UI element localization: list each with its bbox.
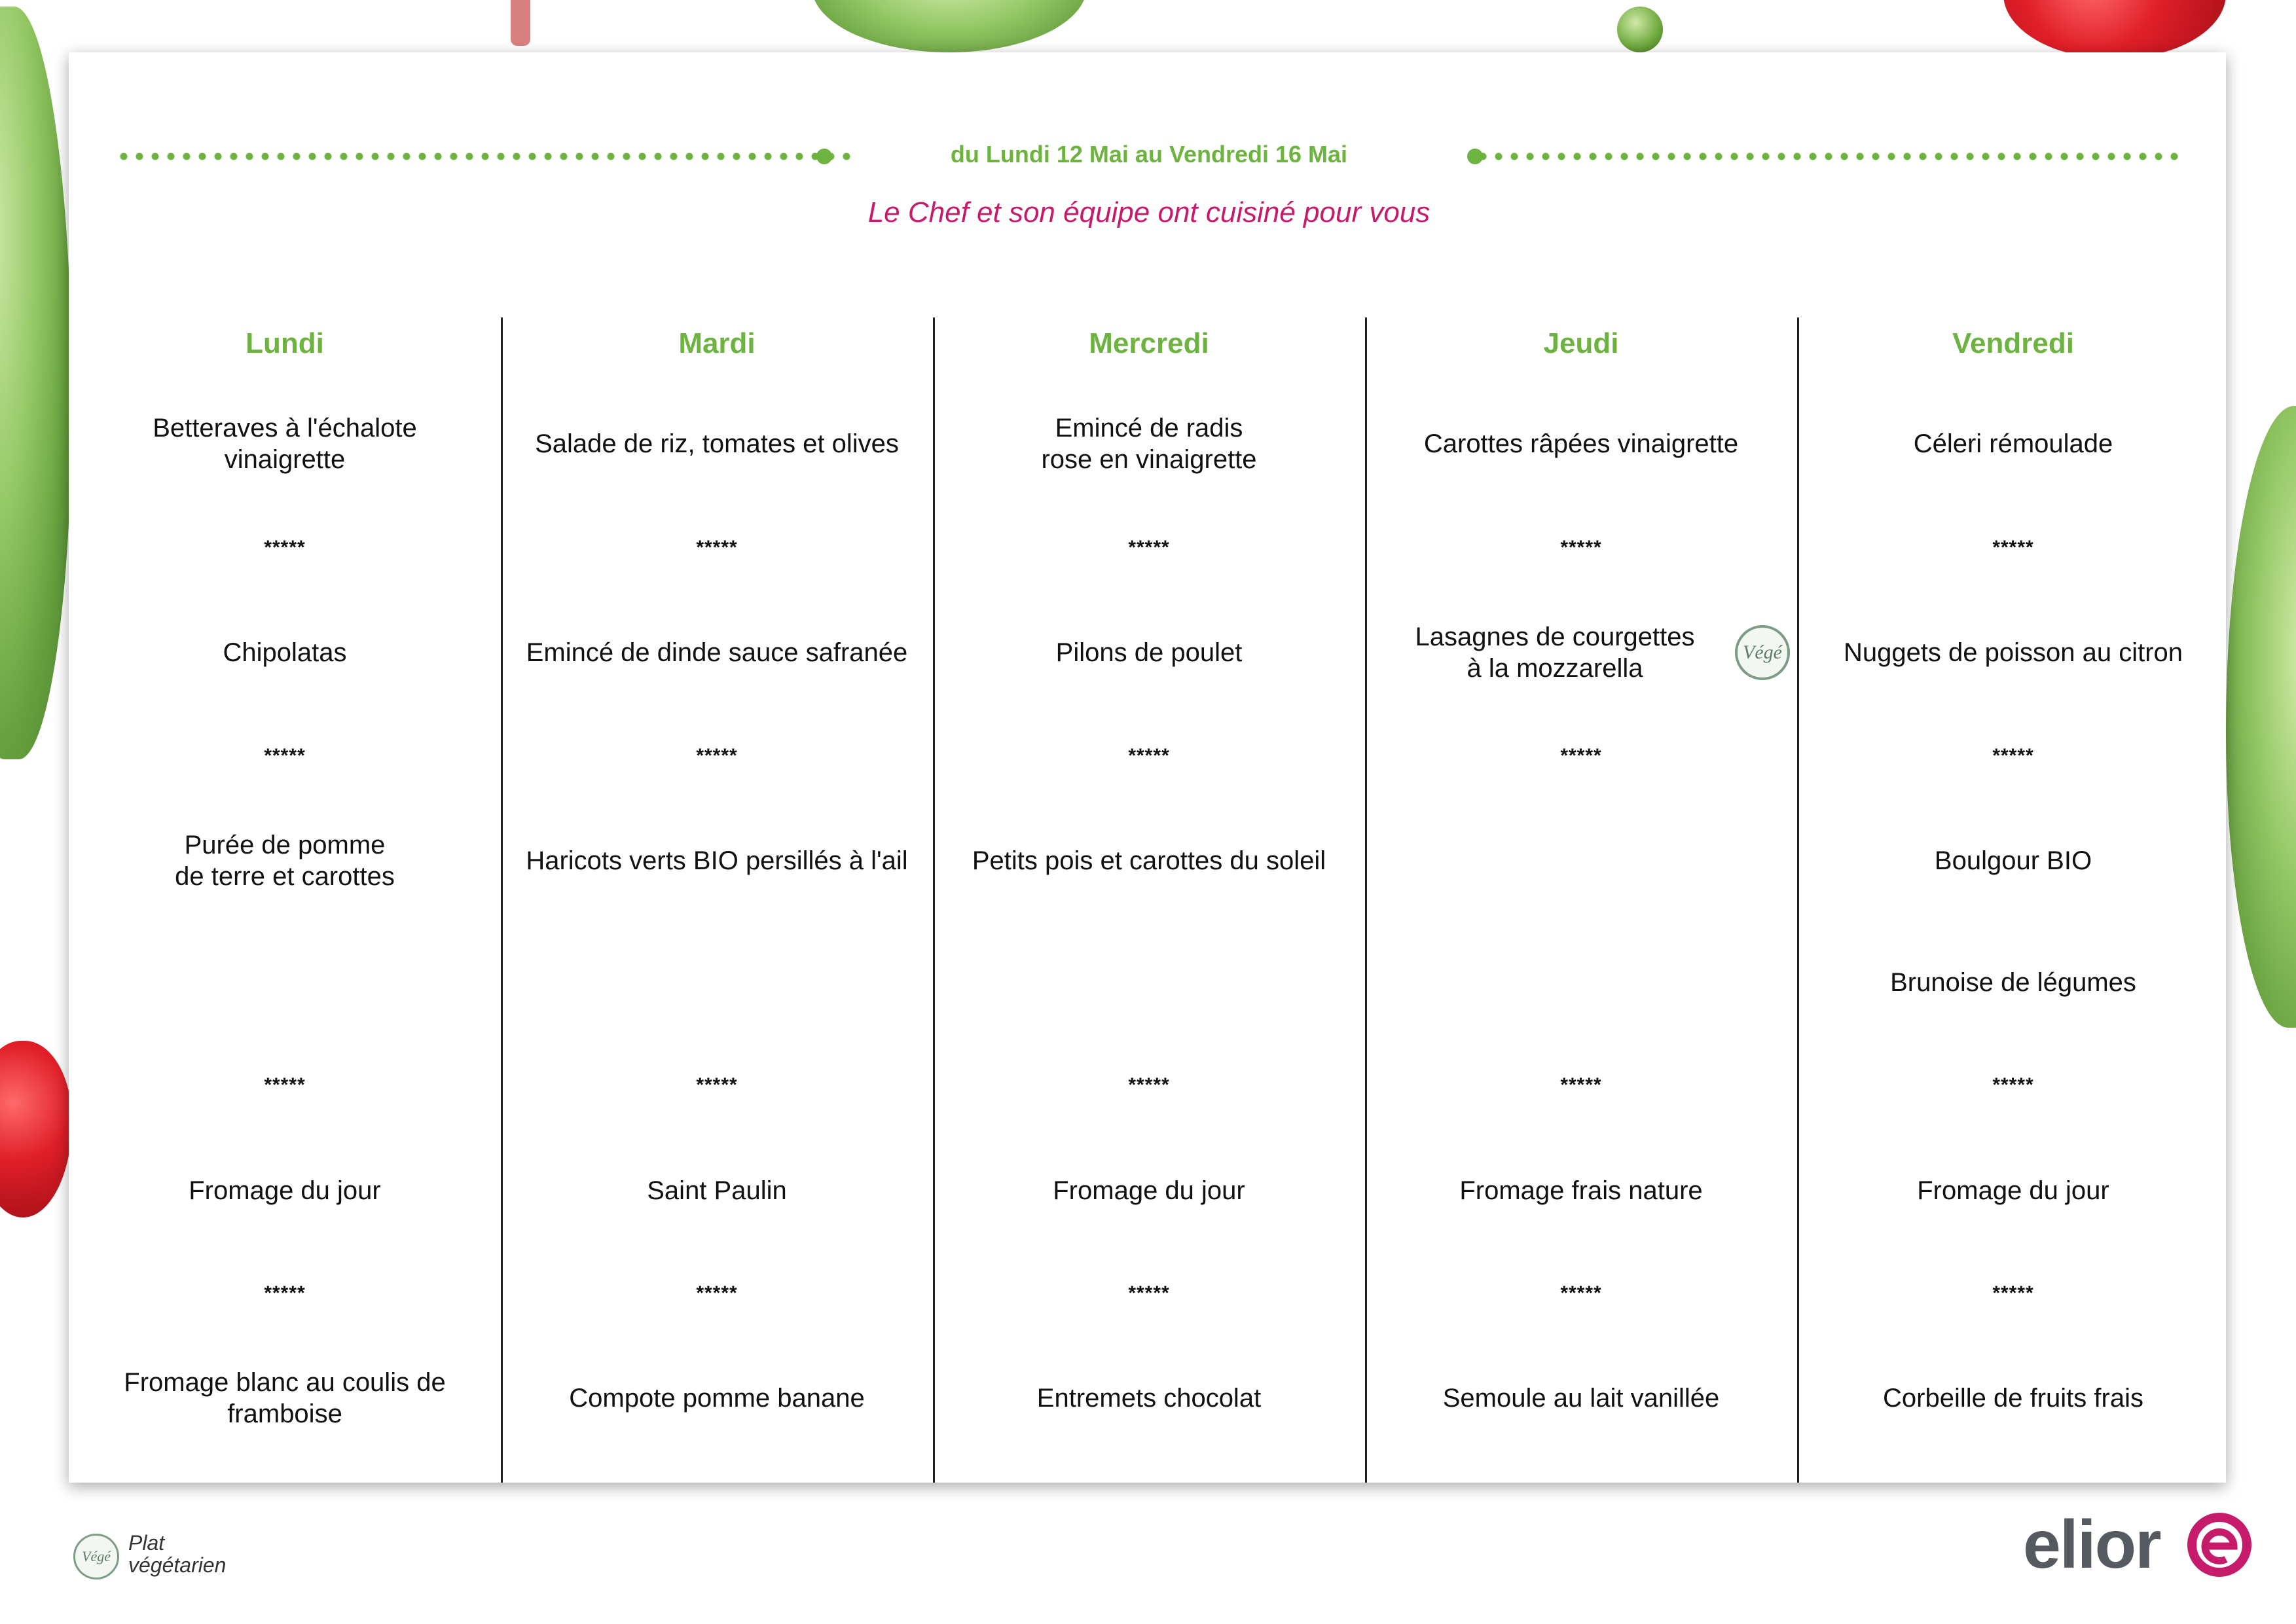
elior-e-icon bbox=[2187, 1512, 2252, 1578]
fromage: Fromage frais nature bbox=[1459, 1176, 1703, 1205]
separator: ***** bbox=[696, 1282, 738, 1304]
separator: ***** bbox=[264, 745, 306, 767]
separator: ***** bbox=[1128, 745, 1170, 767]
lettuce-decoration-right bbox=[2226, 406, 2296, 1028]
separator: ***** bbox=[1560, 537, 1602, 558]
day-column-jeudi bbox=[1365, 268, 1797, 1479]
separator: ***** bbox=[696, 745, 738, 767]
accompagnement bbox=[75, 829, 494, 892]
separator: ***** bbox=[1560, 745, 1602, 767]
fromage: Saint Paulin bbox=[647, 1176, 787, 1205]
day-column-vendredi bbox=[1797, 268, 2229, 1479]
entree-line: Betteraves à l'échalote bbox=[153, 414, 417, 442]
dotted-rule-right bbox=[1475, 151, 2182, 162]
radish-decoration-top bbox=[511, 0, 530, 46]
legend-line: Plat bbox=[128, 1531, 165, 1555]
logo-wordmark: elior bbox=[2023, 1507, 2160, 1583]
plat bbox=[1345, 621, 1764, 684]
plat: Emincé de dinde sauce safranée bbox=[526, 638, 908, 667]
entree-line: Emincé de radis bbox=[1055, 414, 1243, 442]
separator: ***** bbox=[1128, 1074, 1170, 1096]
fromage: Fromage du jour bbox=[189, 1176, 381, 1205]
accompagnement-2: Brunoise de légumes bbox=[1890, 968, 2136, 997]
fromage: Fromage du jour bbox=[1917, 1176, 2109, 1205]
separator: ***** bbox=[1128, 1282, 1170, 1304]
legend-line: végétarien bbox=[128, 1553, 227, 1577]
entree bbox=[939, 412, 1358, 475]
dessert: Semoule au lait vanillée bbox=[1442, 1384, 1720, 1413]
menu-card bbox=[69, 52, 2226, 1483]
vege-badge-icon bbox=[1735, 625, 1790, 680]
day-heading: Mardi bbox=[678, 327, 756, 359]
fromage: Fromage du jour bbox=[1053, 1176, 1245, 1205]
day-heading: Vendredi bbox=[1952, 327, 2074, 359]
accompagnement: Haricots verts BIO persillés à l'ail bbox=[526, 846, 908, 875]
dessert: Entremets chocolat bbox=[1036, 1384, 1262, 1413]
day-heading: Mercredi bbox=[1089, 327, 1209, 359]
separator: ***** bbox=[264, 537, 306, 558]
plat: Nuggets de poisson au citron bbox=[1843, 638, 2183, 667]
vege-legend bbox=[128, 1532, 226, 1576]
day-heading: Lundi bbox=[246, 327, 324, 359]
accompagnement-line: de terre et carottes bbox=[175, 862, 395, 891]
entree-line: rose en vinaigrette bbox=[1041, 445, 1257, 474]
separator: ***** bbox=[1992, 537, 2034, 558]
accompagnement: Boulgour BIO bbox=[1934, 846, 2092, 875]
dessert: Compote pomme banane bbox=[569, 1384, 865, 1413]
menu-subtitle: Le Chef et son équipe ont cuisiné pour vous bbox=[867, 196, 1430, 228]
accompagnement-line: Purée de pomme bbox=[184, 831, 386, 859]
vege-badge-label: Végé bbox=[1743, 641, 1782, 663]
separator: ***** bbox=[264, 1074, 306, 1096]
separator: ***** bbox=[1560, 1282, 1602, 1304]
lettuce-decoration-left bbox=[0, 7, 72, 759]
accompagnement: Petits pois et carottes du soleil bbox=[972, 846, 1326, 875]
entree bbox=[75, 412, 494, 475]
dot-end-left bbox=[816, 149, 832, 164]
separator: ***** bbox=[1128, 537, 1170, 558]
day-column-mercredi bbox=[933, 268, 1365, 1479]
separator: ***** bbox=[1992, 1282, 2034, 1304]
separator: ***** bbox=[696, 537, 738, 558]
separator: ***** bbox=[696, 1074, 738, 1096]
plat-line: à la mozzarella bbox=[1467, 654, 1643, 683]
entree: Salade de riz, tomates et olives bbox=[535, 429, 899, 458]
plat-line: Lasagnes de courgettes bbox=[1415, 623, 1695, 651]
dessert-line: Fromage blanc au coulis de bbox=[124, 1368, 446, 1397]
vege-legend-badge-label: Végé bbox=[82, 1548, 111, 1564]
day-column-mardi bbox=[501, 268, 933, 1479]
separator: ***** bbox=[1992, 1074, 2034, 1096]
lettuce-decoration-top bbox=[812, 0, 1087, 52]
day-heading: Jeudi bbox=[1543, 327, 1619, 359]
dotted-rule-left bbox=[116, 151, 854, 162]
separator: ***** bbox=[264, 1282, 306, 1304]
day-column-lundi bbox=[69, 268, 501, 1479]
dessert bbox=[75, 1367, 494, 1430]
strawberry-decoration-top-right bbox=[2003, 0, 2226, 59]
entree: Carottes râpées vinaigrette bbox=[1423, 429, 1739, 458]
dessert: Corbeille de fruits frais bbox=[1883, 1384, 2143, 1413]
strawberry-decoration-left bbox=[0, 1041, 72, 1218]
vege-legend-icon bbox=[73, 1534, 119, 1579]
date-range: du Lundi 12 Mai au Vendredi 16 Mai bbox=[950, 141, 1348, 168]
herb-decoration-top bbox=[1617, 7, 1663, 52]
plat: Chipolatas bbox=[223, 638, 347, 667]
separator: ***** bbox=[1560, 1074, 1602, 1096]
plat: Pilons de poulet bbox=[1055, 638, 1243, 667]
elior-logo bbox=[2023, 1506, 2259, 1584]
entree: Céleri rémoulade bbox=[1913, 429, 2113, 458]
entree-line: vinaigrette bbox=[224, 445, 346, 474]
separator: ***** bbox=[1992, 745, 2034, 767]
dessert-line: framboise bbox=[227, 1399, 342, 1428]
